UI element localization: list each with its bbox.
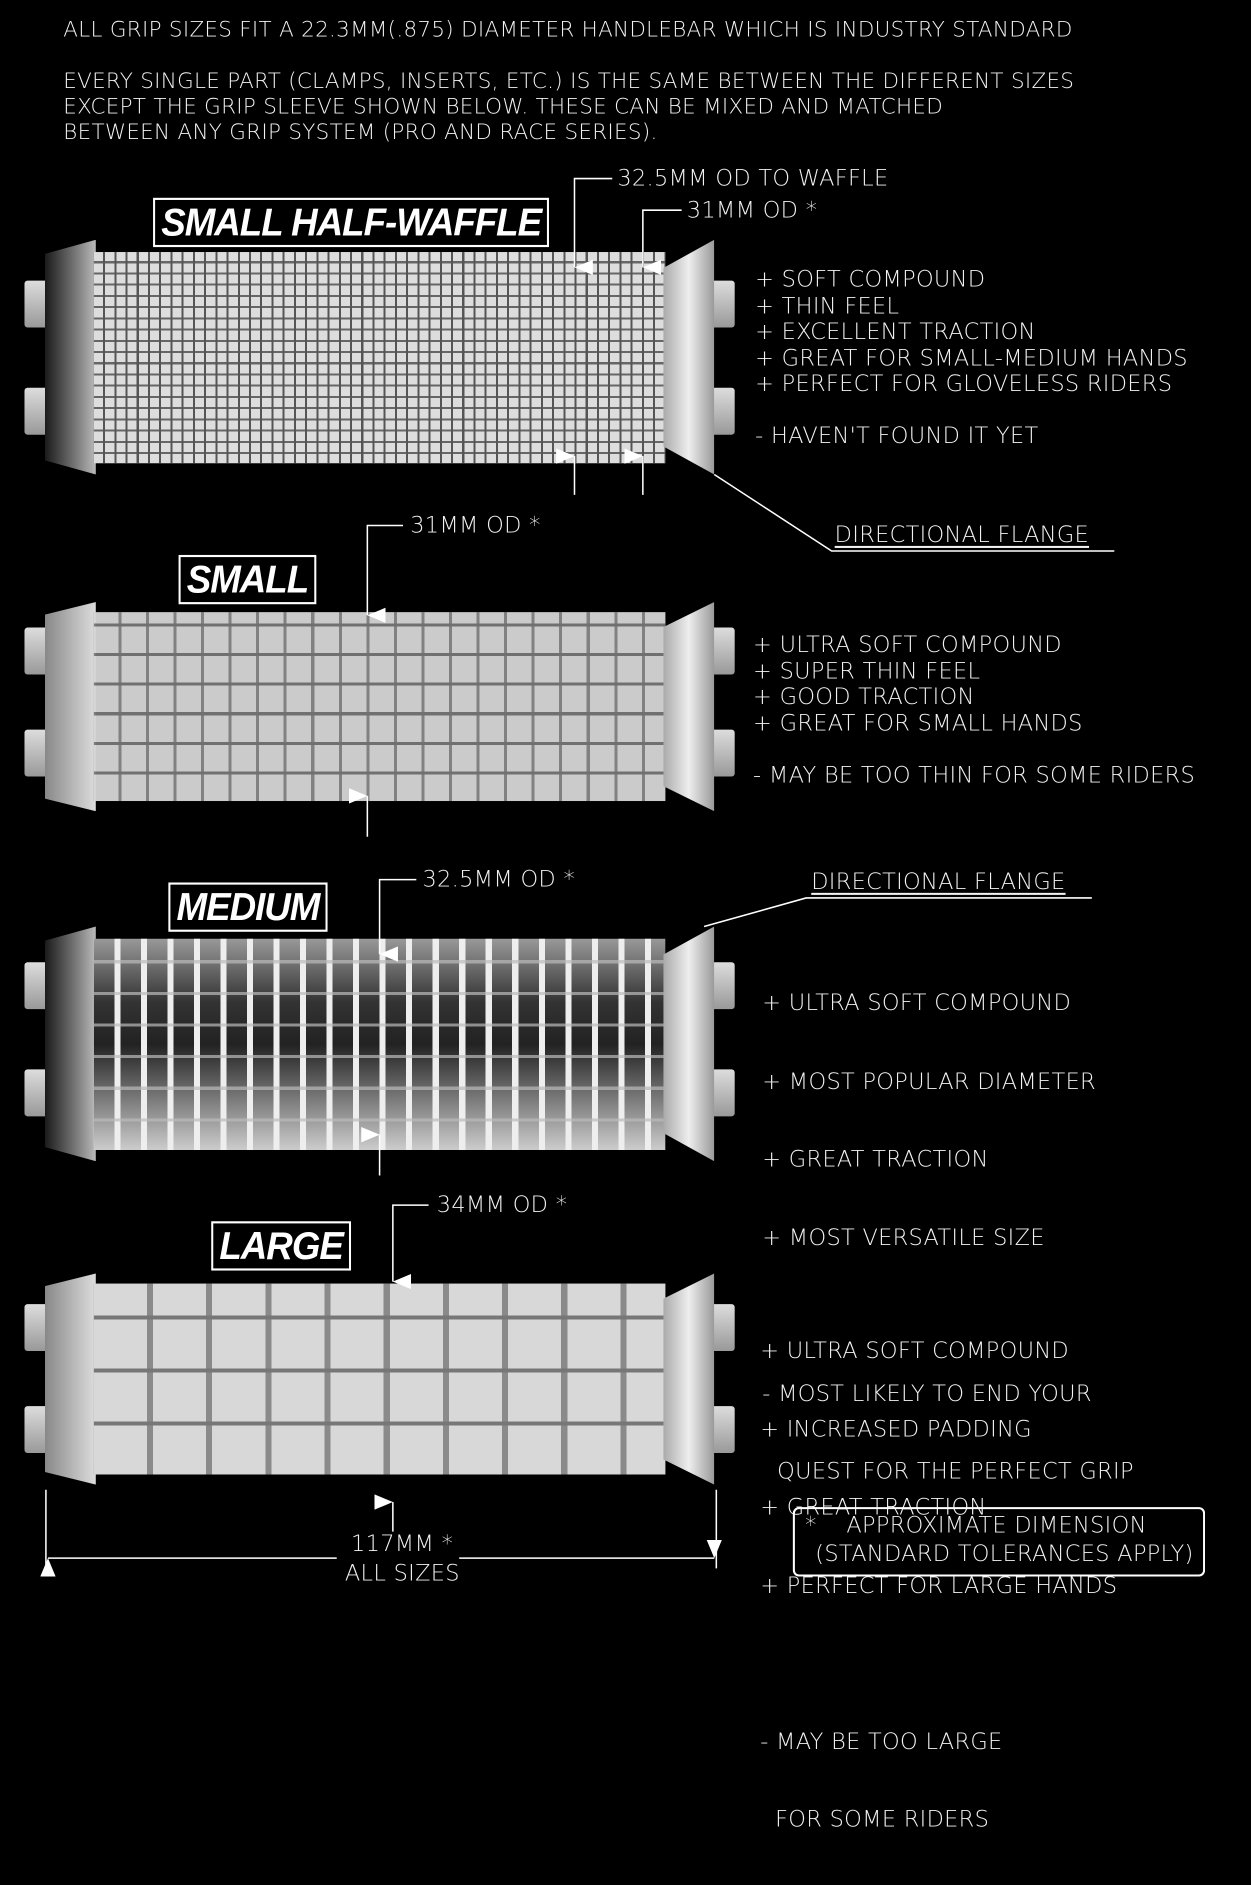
dimension-callout: 31MM OD * [410,513,541,539]
feature: + EXCELLENT TRACTION [755,319,1036,345]
con: - MAY BE TOO LARGE [760,1729,1003,1755]
feature-list [755,267,1188,449]
con: - MOST LIKELY TO END YOUR [762,1381,1092,1407]
dimension-callout: 32.5MM OD TO WAFFLE [617,166,889,192]
feature: + ULTRA SOFT COMPOUND [760,1338,1070,1365]
con: QUEST FOR THE PERFECT GRIP [762,1459,1134,1485]
size-label: MEDIUM [168,882,327,931]
feature: + PERFECT FOR GLOVELESS RIDERS [755,371,1173,397]
header-paragraph-line: EVERY SINGLE PART (CLAMPS, INSERTS, ETC.) IS THE SAME BETWEEN THE DIFFERENT SIZES [63,68,1075,93]
flange-callout: DIRECTIONAL FLANGE [834,522,1090,548]
feature: + SOFT COMPOUND [755,267,986,293]
tolerance-note [793,1507,1205,1576]
feature: + SUPER THIN FEEL [753,658,981,685]
flange-callout: DIRECTIONAL FLANGE [811,869,1066,895]
feature: + GOOD TRACTION [753,684,975,711]
feature: + GREAT TRACTION [760,1494,987,1521]
feature: + THIN FEEL [755,293,900,319]
feature: + ULTRA SOFT COMPOUND [753,632,1062,659]
header-paragraph-line: BETWEEN ANY GRIP SYSTEM (PRO AND RACE SERIES). [63,119,658,144]
size-label: SMALL HALF-WAFFLE [153,198,549,247]
feature: + INCREASED PADDING [760,1416,1032,1443]
note-line: * APPROXIMATE DIMENSION [805,1513,1147,1539]
dimension-callout: 34MM OD * [436,1192,568,1219]
dimension-callout: 32.5MM OD * [422,867,575,893]
length-dimension: 117MM * [347,1532,457,1558]
feature: + ULTRA SOFT COMPOUND [762,990,1072,1017]
note-line: (STANDARD TOLERANCES APPLY) [815,1541,1194,1568]
con: FOR SOME RIDERS [760,1807,990,1833]
length-scope: ALL SIZES [344,1561,460,1587]
con: - MAY BE TOO THIN FOR SOME RIDERS [753,762,1196,789]
feature: + MOST POPULAR DIAMETER [762,1068,1096,1095]
feature: + GREAT FOR SMALL-MEDIUM HANDS [755,345,1188,371]
con: - HAVEN'T FOUND IT YET [755,423,1039,449]
size-label: LARGE [211,1221,351,1270]
header-line: ALL GRIP SIZES FIT A 22.3MM(.875) DIAMETER HANDLEBAR WHICH IS INDUSTRY STANDARD [63,17,1073,42]
feature-list [753,633,1195,789]
feature: + PERFECT FOR LARGE HANDS [760,1572,1118,1599]
dimension-callout: 31MM OD * [686,197,818,224]
size-label: SMALL [179,555,317,604]
feature: + GREAT FOR SMALL HANDS [753,710,1083,737]
feature-list [760,1287,1117,1885]
feature: + GREAT TRACTION [762,1146,989,1173]
feature: + MOST VERSATILE SIZE [762,1224,1045,1251]
header-paragraph-line: EXCEPT THE GRIP SLEEVE SHOWN BELOW. THESE CAN BE MIXED AND MATCHED [63,93,944,119]
